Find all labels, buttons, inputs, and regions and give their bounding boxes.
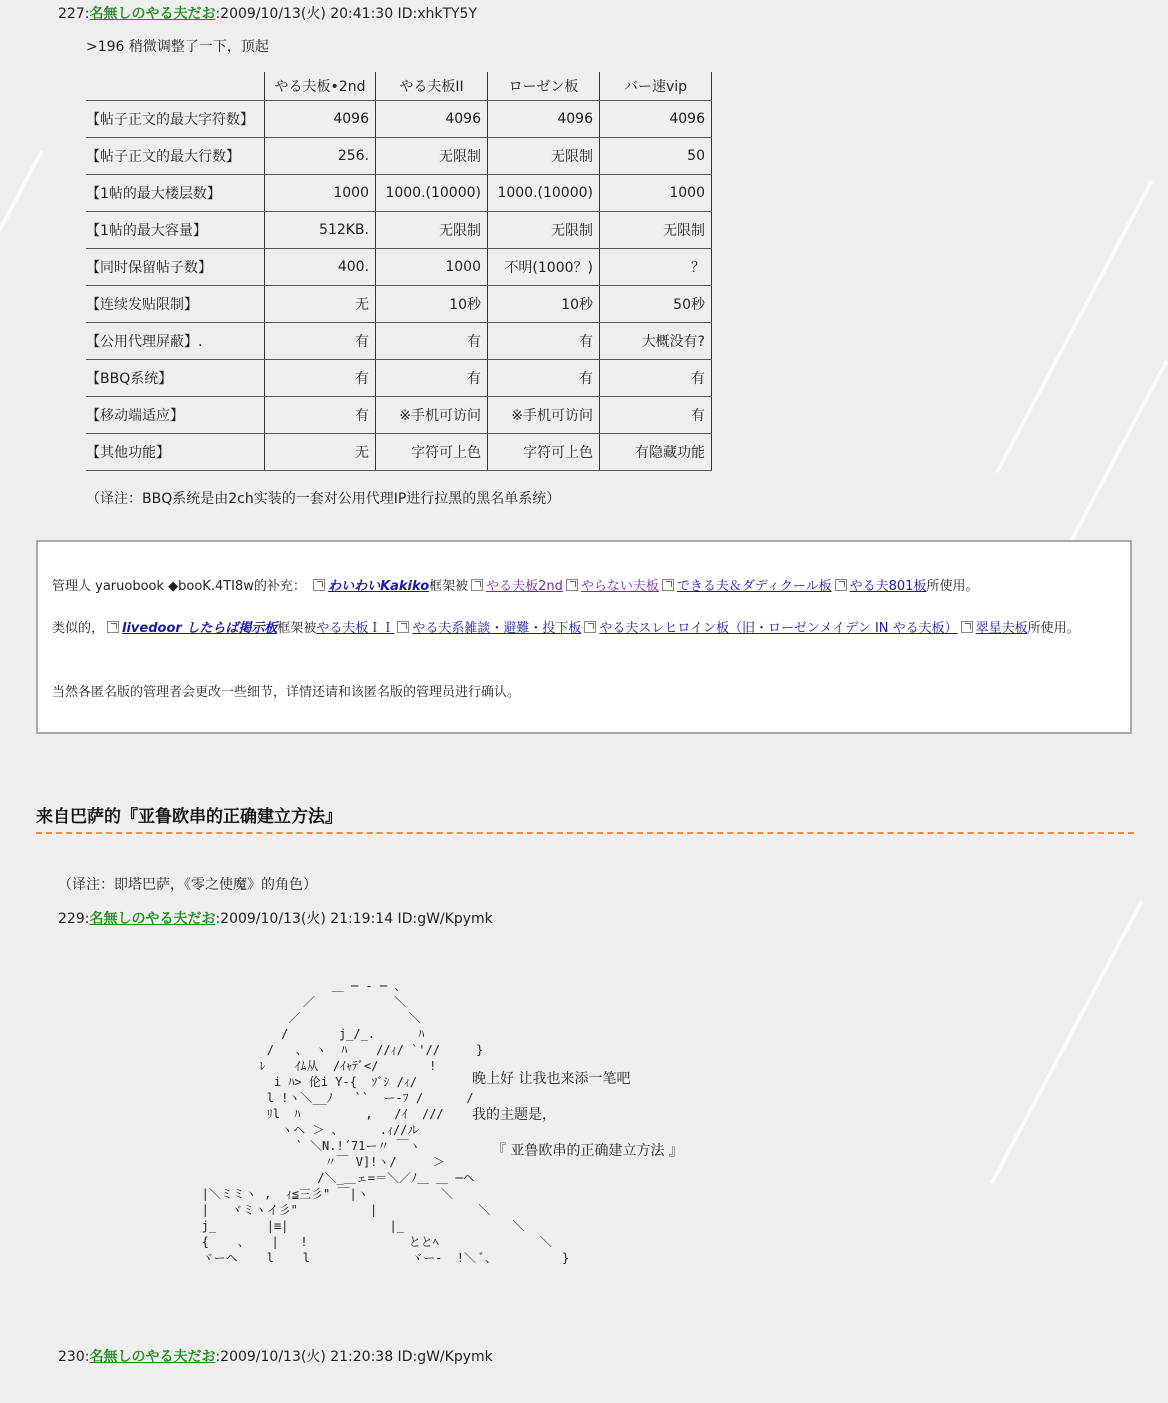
- table-cell: 有: [488, 360, 600, 397]
- external-link-icon: [107, 621, 119, 633]
- row-label: 【连续发贴限制】: [86, 286, 265, 323]
- table-cell: 有: [265, 397, 376, 434]
- table-header-row: [86, 72, 712, 101]
- info-text: 所使用。: [1027, 621, 1080, 636]
- info-text: 框架被: [429, 579, 469, 594]
- ascii-art-tabitha: ＿ ─ ‐ ─ 、 ／ ＼ ／ ＼ / j_/_. ﾊ / 、 ヽ ﾊ //ｨ/ `'// } ﾚ ｲﾑ从 /ｲｬﾃﾞ</ ! i ﾊ> 伦i Y-{ ｿﾞｼ /ｨ/ l !ヽ＼__ﾉ `` ー-ﾌ / / ﾘl ﾊ , /ｲ /// ヽヘ ＞ 、 .ｨ//ル ` ＼N.!´71ー〃 ￣ヽ 〃￣ V]!ヽ/ ＞ /＼_＿ェ=＝＼／ﾉ＿ ＿ ─ヘ |＼ミミヽ , ｨ≦三彡" ￣|ヽ ＼ | ヾミヽイ彡" | ＼ j_ |≡| |_ ＼ { 、 | ! ととﾍ ＼ ヾーヘ l l ヾー‐ !＼ ﾞ、 }: [201, 979, 570, 1265]
- table-cell: 无限制: [488, 212, 600, 249]
- link-yaruo-heroine-board[interactable]: やる夫スレヒロイン板（旧・ローゼンメイデン IN やる夫板）: [599, 621, 958, 636]
- post-number: 227:: [58, 6, 90, 22]
- table-cell: 大概没有?: [600, 323, 712, 360]
- poster-name-link[interactable]: 名無しのやる夫だお: [89, 911, 216, 927]
- section-divider: [36, 832, 1134, 834]
- table-cell: 256.: [265, 138, 376, 175]
- table-cell: ※手机可访问: [488, 397, 600, 434]
- table-cell: 无限制: [376, 138, 488, 175]
- table-cell: 50秒: [600, 286, 712, 323]
- poster-name-link[interactable]: 名無しのやる夫だお: [89, 6, 216, 22]
- table-cell: 有: [376, 360, 488, 397]
- info-text: 框架被: [277, 621, 317, 636]
- poster-name-link[interactable]: 名無しのやる夫だお: [89, 1349, 216, 1365]
- table-cell: 4096: [265, 101, 376, 138]
- external-link-icon: [566, 579, 578, 591]
- table-cell: 有: [488, 323, 600, 360]
- info-paragraph-1: [52, 576, 1110, 597]
- link-yaranai-board[interactable]: やらない夫板: [580, 579, 659, 594]
- speech-line-2: 我的主题是，: [472, 1107, 556, 1123]
- link-yaruo-801-board[interactable]: やる夫801板: [849, 579, 927, 594]
- external-link-icon: [961, 621, 973, 633]
- post-227-header: [58, 3, 477, 23]
- table-cell: 10秒: [376, 286, 488, 323]
- link-livedoor-shitaraba[interactable]: livedoor したらば掲示板: [122, 621, 278, 636]
- speech-line-1: 晚上好 让我也来添一笔吧: [472, 1071, 631, 1087]
- table-cell: 1000: [600, 175, 712, 212]
- table-cell: 有: [600, 397, 712, 434]
- post-229-header: [58, 908, 493, 928]
- table-cell: 有: [265, 360, 376, 397]
- table-cell: 字符可上色: [488, 434, 600, 471]
- external-link-icon: [471, 579, 483, 591]
- external-link-icon: [662, 579, 674, 591]
- table-row: [86, 101, 712, 138]
- post-number: 229:: [58, 911, 90, 927]
- info-paragraph-2: [52, 618, 1110, 639]
- info-text: 管理人 yaruobook ◆booK.4TI8w的补充：: [52, 579, 306, 594]
- table-cell: 1000: [265, 175, 376, 212]
- table-cell: 400.: [265, 249, 376, 286]
- row-label: 【移动端适应】: [86, 397, 265, 434]
- table-row: [86, 138, 712, 175]
- external-link-icon: [835, 579, 847, 591]
- table-row: [86, 397, 712, 434]
- post-227-translator-note: （译注：BBQ系统是由2ch实装的一套对公用代理IP进行拉黑的黑名单系统）: [86, 491, 561, 507]
- row-label: 【BBQ系统】: [86, 360, 265, 397]
- link-dekiru-board[interactable]: できる夫＆ダディクール板: [676, 579, 832, 594]
- external-link-icon: [397, 621, 409, 633]
- table-cell: 有: [265, 323, 376, 360]
- table-cell: 字符可上色: [376, 434, 488, 471]
- table-header-cell: ローゼン板: [488, 72, 600, 101]
- table-cell: 有: [376, 323, 488, 360]
- table-cell: ？: [600, 249, 712, 286]
- link-suiseiseki-board[interactable]: 翠星夫板: [975, 621, 1028, 636]
- row-label: 【帖子正文的最大字符数】: [86, 101, 265, 138]
- table-cell: 无限制: [376, 212, 488, 249]
- table-cell: 10秒: [488, 286, 600, 323]
- info-paragraph-3: 当然各匿名版的管理者会更改一些细节，详情还请和该匿名版的管理员进行确认。: [52, 685, 521, 700]
- board-comparison-table: [86, 72, 712, 471]
- table-cell: 4096: [600, 101, 712, 138]
- table-cell: 无限制: [488, 138, 600, 175]
- table-cell: 1000.(10000): [488, 175, 600, 212]
- table-cell: 不明(1000？): [488, 249, 600, 286]
- post-meta: :2009/10/13(火) 21:20:38 ID:gW/Kpymk: [215, 1349, 493, 1365]
- table-header-cell: バー速vip: [600, 72, 712, 101]
- post-meta: :2009/10/13(火) 20:41:30 ID:xhkTY5Y: [215, 6, 478, 22]
- table-row: [86, 434, 712, 471]
- table-cell: 无: [265, 286, 376, 323]
- link-waiwai-kakiko[interactable]: わいわいKakiko: [328, 579, 430, 594]
- table-cell: 1000: [376, 249, 488, 286]
- row-label: 【1帖的最大容量】: [86, 212, 265, 249]
- section-title: 来自巴萨的『亚鲁欧串的正确建立方法』: [36, 807, 342, 827]
- link-yaruo-zatsudan-board[interactable]: やる夫系雑談・避難・投下板: [412, 621, 582, 636]
- info-text: 类似的，: [52, 621, 105, 636]
- table-cell: 有: [600, 360, 712, 397]
- speech-line-3: 『 亚鲁欧串的正确建立方法 』: [492, 1143, 683, 1159]
- table-cell: 无: [265, 434, 376, 471]
- external-link-icon: [313, 579, 325, 591]
- table-cell: 4096: [488, 101, 600, 138]
- post-230-header: [58, 1346, 493, 1366]
- table-row: [86, 175, 712, 212]
- post-number: 230:: [58, 1349, 90, 1365]
- row-label: 【帖子正文的最大行数】: [86, 138, 265, 175]
- table-row: [86, 249, 712, 286]
- table-header-cell: やる夫板•2nd: [265, 72, 376, 101]
- admin-info-box: [36, 540, 1132, 734]
- external-link-icon: [584, 621, 596, 633]
- table-row: [86, 360, 712, 397]
- post-229-translator-note: （译注：即塔巴萨，《零之使魔》的角色）: [58, 877, 317, 893]
- table-cell: 512KB.: [265, 212, 376, 249]
- row-label: 【其他功能】: [86, 434, 265, 471]
- table-cell: 1000.(10000): [376, 175, 488, 212]
- info-text: 所使用。: [926, 579, 979, 594]
- row-label: 【同时保留帖子数】: [86, 249, 265, 286]
- table-cell: 无限制: [600, 212, 712, 249]
- table-row: [86, 323, 712, 360]
- row-label: 【1帖的最大楼层数】: [86, 175, 265, 212]
- table-cell: 有隐藏功能: [600, 434, 712, 471]
- table-header-cell: やる夫板II: [376, 72, 488, 101]
- table-cell: 4096: [376, 101, 488, 138]
- table-cell: ※手机可访问: [376, 397, 488, 434]
- post-227-reply-line: >196 稍微调整了一下，顶起: [86, 39, 269, 55]
- row-label: 【公用代理屏蔽】.: [86, 323, 265, 360]
- table-header-cell: [86, 72, 265, 101]
- table-cell: 50: [600, 138, 712, 175]
- table-row: [86, 212, 712, 249]
- link-yaruo-board-2nd[interactable]: やる夫板2nd: [486, 579, 563, 594]
- table-row: [86, 286, 712, 323]
- post-meta: :2009/10/13(火) 21:19:14 ID:gW/Kpymk: [215, 911, 493, 927]
- link-yaruo-board-2[interactable]: やる夫板ＩＩ: [316, 621, 395, 636]
